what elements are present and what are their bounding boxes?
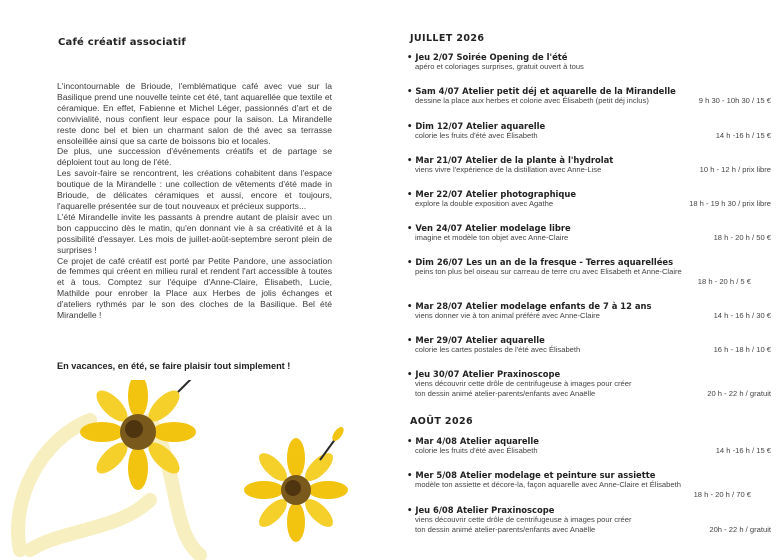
bullet-icon: • bbox=[407, 301, 413, 311]
event-line bbox=[407, 379, 777, 389]
event-description: viens découvrir cette drôle de centrifugeuse à images pour créer bbox=[415, 379, 632, 388]
event-line bbox=[407, 62, 777, 72]
event-schedule: 14 h -16 h / 15 € bbox=[715, 131, 771, 140]
event-item bbox=[407, 257, 777, 288]
event-title: • Mar 21/07 Atelier de la plante à l'hydrolat bbox=[407, 155, 614, 165]
intro-paragraph: L'été Mirandelle invite les passants à prendre autant de plaisir avec un bon cappuccino dès le matin, qu'en donnant vie à sa créativité et à la possibilité d'essayer. Les mois de juillet-août-septembre seront plein de surprises ! bbox=[57, 211, 332, 255]
event-title: • Jeu 2/07 Soirée Opening de l'été bbox=[407, 52, 568, 62]
event-schedule: 18 h - 19 h 30 / prix libre bbox=[689, 199, 771, 208]
bullet-icon: • bbox=[407, 52, 413, 62]
event-line bbox=[407, 233, 777, 243]
intro-paragraph: Ce projet de café créatif est porté par Petite Pandore, une association de femmes qui créent en milieu rural et rendent l'art accessible à toutes et à tous. Comptez sur l'équipe d'Anne-Claire, Élisabeth, Lucie, Mathilde pour enrober la Place aux Herbes de jolis échanges et d'ateliers rythmés par le son des cloches de la Basilique. Bel été Mirandelle ! bbox=[57, 255, 332, 321]
event-title: • Mar 4/08 Atelier aquarelle bbox=[407, 436, 539, 446]
month-heading-july: JUILLET 2026 bbox=[410, 33, 485, 44]
bullet-icon: • bbox=[407, 155, 413, 165]
bullet-icon: • bbox=[407, 369, 413, 379]
event-description: colorie les fruits d'été avec Élisabeth bbox=[415, 131, 538, 140]
event-item bbox=[407, 86, 777, 106]
event-description: apéro et coloriages surprises, gratuit ouvert à tous bbox=[415, 62, 584, 71]
bullet-icon: • bbox=[407, 86, 413, 96]
event-description: viens vivre l'expérience de la distillation avec Anne-Lise bbox=[415, 165, 602, 174]
event-schedule: 18 h - 20 h / 50 € bbox=[713, 233, 771, 242]
bullet-icon: • bbox=[407, 189, 413, 199]
event-description: viens donner vie à ton animal préféré avec Anne-Claire bbox=[415, 311, 600, 320]
event-schedule: 14 h -16 h / 15 € bbox=[715, 446, 771, 455]
event-item bbox=[407, 189, 777, 209]
event-schedule: 20h - 22 h / gratuit bbox=[709, 525, 771, 535]
intro-paragraph: L'incontournable de Brioude, l'emblématique café avec vue sur la Basilique prend une nouvelle teinte cet été, tant aquarellée que textile et céramique. En effet, Fabienne et Michel Léger, passionnés d'art et de convivialité, nous confient leur espace pour la saison. La Mirandelle reste donc bel et bien un charmant salon de thé avec sa terrasse ensoleillée ainsi que sa carte de boissons bio et locales. bbox=[57, 81, 332, 146]
bullet-icon: • bbox=[407, 223, 413, 233]
event-title: • Jeu 6/08 Atelier Praxinoscope bbox=[407, 505, 555, 515]
event-title: • Sam 4/07 Atelier petit déj et aquarelle de la Mirandelle bbox=[407, 86, 676, 96]
event-item bbox=[407, 436, 777, 456]
event-item bbox=[407, 369, 777, 400]
event-item bbox=[407, 505, 777, 536]
event-title: • Mer 5/08 Atelier modelage et peinture sur assiette bbox=[407, 470, 656, 480]
event-title: • Mer 22/07 Atelier photographique bbox=[407, 189, 577, 199]
event-line bbox=[407, 131, 777, 141]
event-description: colorie les cartes postales de l'été avec Élisabeth bbox=[415, 345, 581, 354]
event-description: modèle ton assiette et décore-la, façon aquarelle avec Anne-Claire et Élisabeth bbox=[415, 480, 681, 489]
event-item bbox=[407, 121, 777, 141]
sunflower-illustration bbox=[0, 380, 390, 560]
event-line bbox=[407, 480, 777, 490]
event-description: viens découvrir cette drôle de centrifugeuse à images pour créer bbox=[415, 515, 632, 524]
intro-text bbox=[57, 81, 332, 321]
event-description: ton dessin animé atelier-parents/enfants avec Anaëlle bbox=[415, 525, 596, 535]
event-item bbox=[407, 335, 777, 355]
bullet-icon: • bbox=[407, 335, 413, 345]
bullet-icon: • bbox=[407, 257, 413, 267]
event-schedule: 16 h - 18 h / 10 € bbox=[713, 345, 771, 354]
intro-paragraph: De plus, une succession d'événements créatifs et de partage se déploient tout au long de l'été. bbox=[57, 146, 332, 168]
event-line bbox=[407, 525, 777, 535]
event-line bbox=[407, 199, 777, 209]
event-item bbox=[407, 301, 777, 321]
event-title: • Dim 26/07 Les un an de la fresque - Terres aquarellées bbox=[407, 257, 674, 267]
event-description: dessine la place aux herbes et colorie avec Élisabeth (petit déj inclus) bbox=[415, 96, 649, 105]
event-line bbox=[407, 165, 777, 175]
event-line bbox=[407, 446, 777, 456]
event-schedule: 10 h - 12 h / prix libre bbox=[699, 165, 771, 174]
event-line bbox=[407, 515, 777, 525]
event-line bbox=[407, 267, 777, 277]
month-heading-august: AOÛT 2026 bbox=[410, 416, 473, 427]
bullet-icon: • bbox=[407, 505, 413, 515]
tagline: En vacances, en été, se faire plaisir tout simplement ! bbox=[57, 361, 291, 371]
event-title: • Ven 24/07 Atelier modelage libre bbox=[407, 223, 571, 233]
event-description: ton dessin animé atelier-parents/enfants avec Anaëlle bbox=[415, 389, 596, 399]
intro-paragraph: Les savoir-faire se rencontrent, les créations cohabitent dans l'espace boutique de la Mirandelle : une collection de vêtements d'été made in Brioude, de délicates céramiques et aussi, encore et toujours, l'aquarelle présentée sur de tout nouveaux et précieux supports... bbox=[57, 168, 332, 211]
event-line bbox=[407, 311, 777, 321]
event-schedule: 18 h - 20 h / 5 € bbox=[697, 277, 751, 287]
event-title: • Jeu 30/07 Atelier Praxinoscope bbox=[407, 369, 561, 379]
bullet-icon: • bbox=[407, 436, 413, 446]
event-description: peins ton plus bel oiseau sur carreau de terre cru avec Elisabeth et Anne-Claire bbox=[415, 267, 682, 276]
event-item bbox=[407, 470, 777, 501]
event-item bbox=[407, 155, 777, 175]
event-schedule: 14 h - 16 h / 30 € bbox=[713, 311, 771, 320]
event-title: • Dim 12/07 Atelier aquarelle bbox=[407, 121, 546, 131]
event-line bbox=[407, 96, 777, 106]
event-title: • Mer 29/07 Atelier aquarelle bbox=[407, 335, 545, 345]
event-line bbox=[407, 389, 777, 399]
event-schedule: 18 h - 20 h / 70 € bbox=[693, 490, 751, 500]
bullet-icon: • bbox=[407, 470, 413, 480]
event-description: explore la double exposition avec Agathe bbox=[415, 199, 554, 208]
event-line bbox=[407, 490, 777, 500]
event-item bbox=[407, 223, 777, 243]
event-line bbox=[407, 277, 777, 287]
event-title: • Mar 28/07 Atelier modelage enfants de 7 à 12 ans bbox=[407, 301, 652, 311]
left-title: Café créatif associatif bbox=[58, 37, 186, 48]
bullet-icon: • bbox=[407, 121, 413, 131]
event-description: imagine et modèle ton objet avec Anne-Claire bbox=[415, 233, 569, 242]
sunflower-small bbox=[244, 425, 348, 542]
right-page bbox=[390, 0, 780, 560]
event-line bbox=[407, 345, 777, 355]
event-schedule: 20 h - 22 h / gratuit bbox=[707, 389, 771, 399]
event-item bbox=[407, 52, 777, 72]
event-description: colorie les fruits d'été avec Élisabeth bbox=[415, 446, 538, 455]
sunflower-large bbox=[80, 380, 214, 490]
event-schedule: 9 h 30 - 10h 30 / 15 € bbox=[698, 96, 771, 105]
